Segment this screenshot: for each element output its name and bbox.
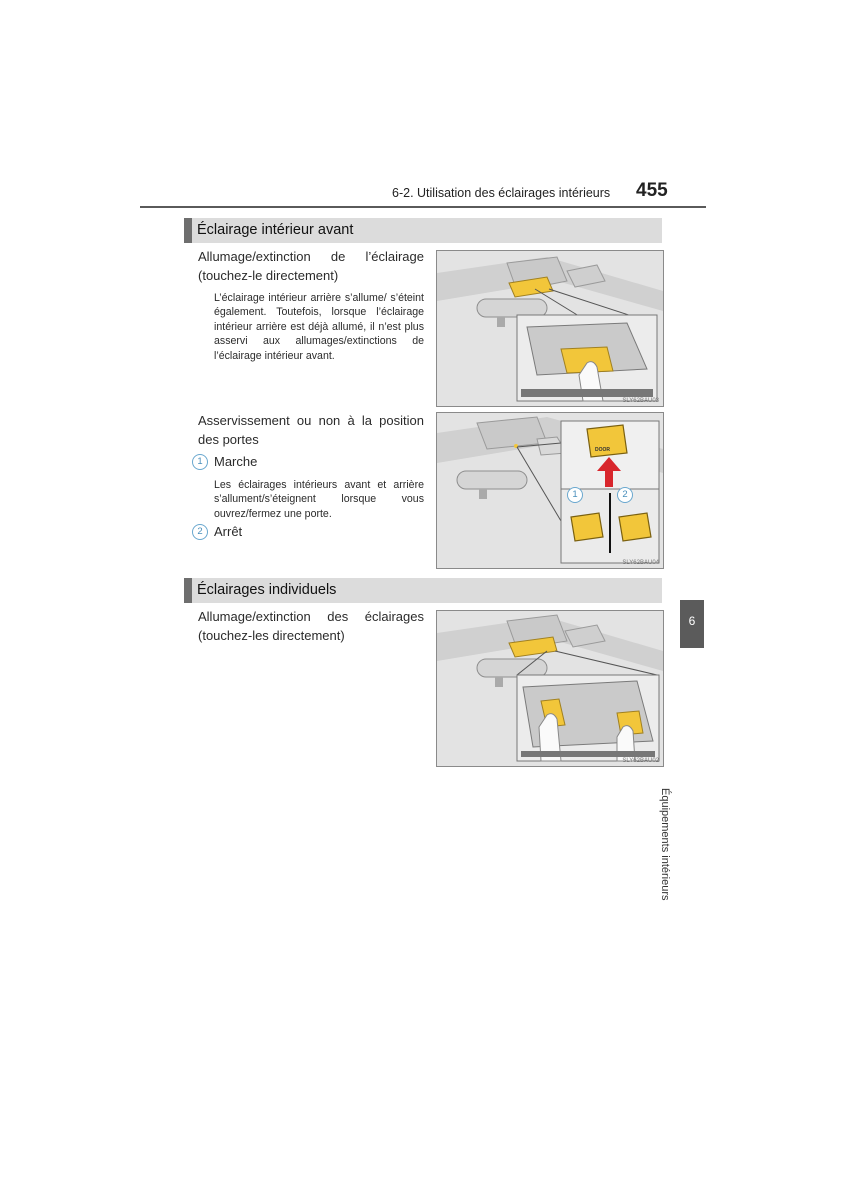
image-callout-2: 2	[617, 487, 633, 503]
paragraph-individual-on-off: Allumage/extinction des éclairages (touchez-les directement)	[198, 609, 424, 643]
section-accent	[184, 578, 192, 603]
running-header-title: 6-2. Utilisation des éclairages intérieurs	[392, 186, 611, 200]
illustration-individual-lights	[436, 610, 664, 767]
image-code: SLY62BAU03	[622, 398, 659, 404]
image-code: SLY62BAU04	[622, 560, 659, 566]
image-callout-1: 1	[567, 487, 583, 503]
chapter-tab	[680, 600, 704, 648]
section-title: Éclairage intérieur avant	[197, 222, 354, 238]
section-heading-individual-lights	[184, 578, 662, 603]
paragraph-door-position: Asservissement ou non à la position des portes	[198, 413, 424, 447]
illustration-front-light-touch	[436, 250, 664, 407]
item-label: Marche	[214, 454, 258, 469]
circled-number-1: 1	[192, 454, 208, 470]
chapter-label: Équipements intérieurs	[659, 788, 671, 901]
note-door-linked: Les éclairages intérieurs avant et arrière s’allument/s’éteignent lorsque vous ouvrez/fermez une porte.	[214, 479, 424, 520]
item-label: Arrêt	[214, 524, 243, 539]
chapter-number: 6	[688, 614, 696, 628]
circled-number-2: 2	[192, 524, 208, 540]
illustration-door-switch	[436, 412, 664, 569]
door-switch-label: DOOR	[595, 447, 610, 453]
section-heading-front-light	[184, 218, 662, 243]
paragraph-on-off: Allumage/extinction de l’éclairage (touchez-le directement)	[198, 249, 424, 283]
section-accent	[184, 218, 192, 243]
page-number: 455	[636, 180, 668, 201]
section-title: Éclairages individuels	[197, 582, 337, 598]
image-code: SLY62BAU02	[622, 758, 659, 764]
header-rule	[140, 206, 706, 208]
note-rear-light: L’éclairage intérieur arrière s’allume/ s’éteint également. Toutefois, lorsque l’éclairage intérieur arrière est déjà allumé, il n’est plus asservi aux allumages/extinctions de l’éclairage intérieur avant.	[214, 292, 424, 362]
